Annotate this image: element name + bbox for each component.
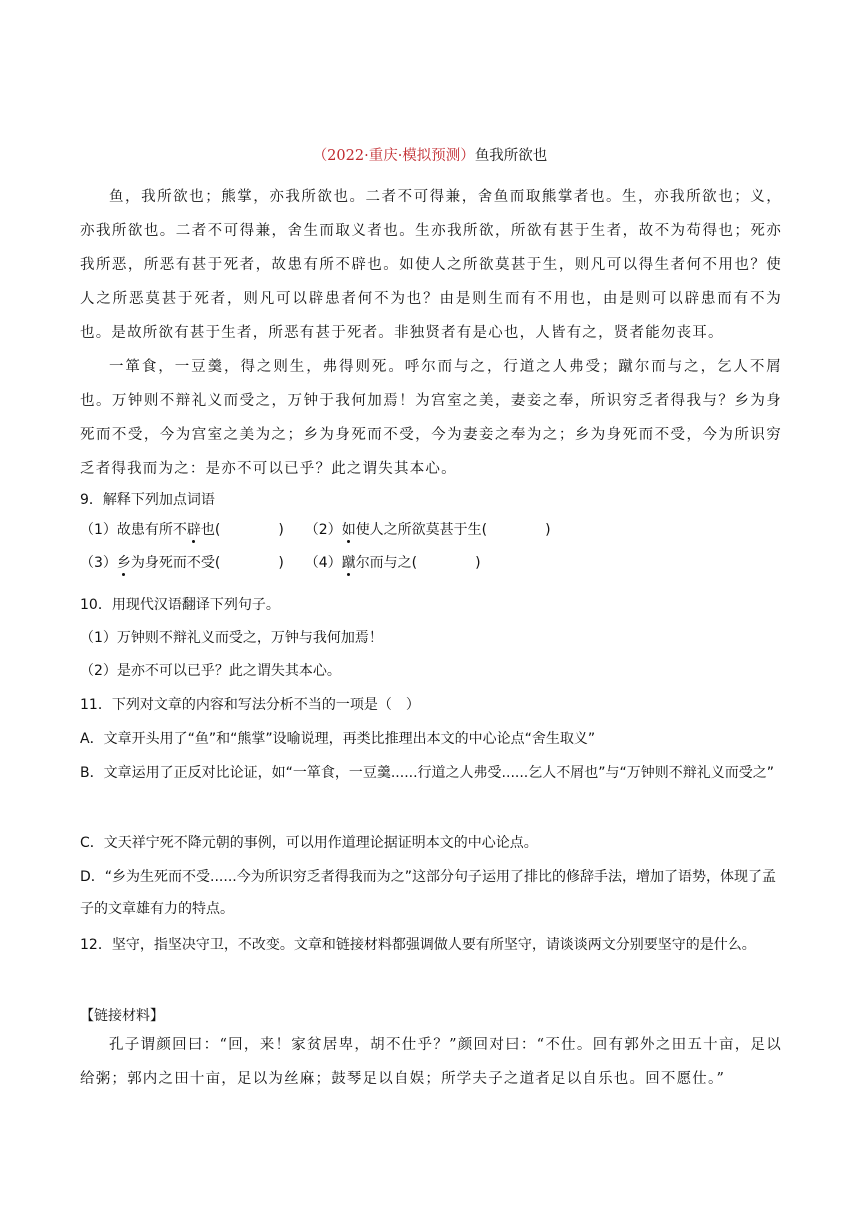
question-10-stem: 10．用现代汉语翻译下列句子。 (80, 597, 280, 613)
q9-item-2-dotted-word: 如 (341, 522, 356, 538)
question-12-stem: 12．坚守，指坚决守卫，不改变。文章和链接材料都强调做人要有所坚守，请谈谈两文分别要坚守的是什么。 (80, 937, 756, 953)
question-11-stem: 11．下列对文章的内容和写法分析不当的一项是（ ） (80, 697, 420, 713)
passage-title: 鱼我所欲也 (474, 148, 548, 164)
q9-item-3-close: ) (278, 555, 284, 571)
question-11-option-b[interactable]: B．文章运用了正反对比论证，如“一箪食，一豆羹......行道之人弗受......乞人不屑也”与“万钟则不辩礼义而受之” (80, 765, 775, 781)
q9-item-3-dotted-word: 乡 (116, 555, 131, 571)
link-material-text: 孔子谓颜回曰：“回，来！家贫居卑，胡不仕乎？”颜回对曰：“不仕。回有郭外之田五十亩，足以给粥；郭内之田十亩，足以为丝麻；鼓琴足以自娱；所学夫子之道者足以自乐也。回不愿仕。” (80, 1037, 782, 1087)
question-11-option-a[interactable]: A．文章开头用了“鱼”和“熊掌”设喻说理，再类比推理出本文的中心论点“舍生取义” (80, 731, 596, 747)
link-material-label: 【链接材料】 (80, 1008, 164, 1024)
question-10-sentence-2: （2）是亦不可以已乎？此之谓失其本心。 (80, 663, 341, 679)
q9-item-2-text: 使人之所欲莫甚于生( (355, 522, 488, 538)
q9-item-2-close: ) (545, 522, 551, 538)
q9-item-1-text-end: 也( (200, 522, 221, 538)
q9-item-1-dotted-word: 辟 (186, 522, 201, 538)
page-title (0, 146, 860, 166)
q9-item-2-number: （2） (304, 522, 342, 538)
passage-paragraph-1: 鱼，我所欲也；熊掌，亦我所欲也。二者不可得兼，舍鱼而取熊掌者也。生，亦我所欲也；义，亦我所欲也。二者不可得兼，舍生而取义者也。生亦我所欲，所欲有甚于生者，故不为苟得也；死亦我所恶，所恶有甚于死者，故患有所不辟也。如使人之所欲莫甚于生，则凡可以得生者何不用也？使人之所恶莫甚于死者，则凡可以辟患者何不为也？由是则生而有不用也，由是则可以辟患而有不为也。是故所欲有甚于生者，所恶有甚于死者。非独贤者有是心也，人皆有之，贤者能勿丧耳。 (80, 189, 782, 341)
question-11-option-c[interactable]: C．文天祥宁死不降元朝的事例，可以用作道理论据证明本文的中心论点。 (80, 835, 538, 851)
q9-item-3-number: （3） (80, 555, 117, 571)
q9-item-1-text: （1）故患有所不 (80, 522, 187, 538)
link-material (80, 1028, 782, 1096)
question-11-option-d[interactable]: D．“乡为生死而不受......今为所识穷乏者得我而为之”这部分句子运用了排比的修辞手法，增加了语势，体现了孟子的文章雄有力的特点。 (80, 869, 776, 917)
q9-item-4-number: （4） (304, 555, 342, 571)
question-10-sentence-1: （1）万钟则不辩礼义而受之，万钟与我何加焉！ (80, 630, 383, 646)
question-9-row-1 (80, 520, 784, 540)
q9-item-3-text: 为身死而不受( (130, 555, 221, 571)
question-9-row-2 (80, 553, 784, 573)
q9-item-1-close: ) (278, 522, 284, 538)
question-9-stem: 9．解释下列加点词语 (80, 492, 215, 508)
q9-item-4-dotted-word: 蹴 (341, 555, 356, 571)
passage-paragraph-2: 一箪食，一豆羹，得之则生，弗得则死。呼尔而与之，行道之人弗受；蹴尔而与之，乞人不屑也。万钟则不辩礼义而受之，万钟于我何加焉！为宫室之美，妻妾之奉，所识穷乏者得我与？乡为身死而不受，今为宫室之美为之；乡为身死而不受，今为妻妾之奉为之；乡为身死而不受，今为所识穷乏者得我而为之：是亦不可以已乎？此之谓失其本心。 (80, 359, 782, 477)
source-tag: （2022·重庆·模拟预测） (312, 148, 475, 164)
passage (80, 180, 782, 486)
q9-item-4-close: ) (475, 555, 481, 571)
q9-item-4-text: 尔而与之( (355, 555, 418, 571)
